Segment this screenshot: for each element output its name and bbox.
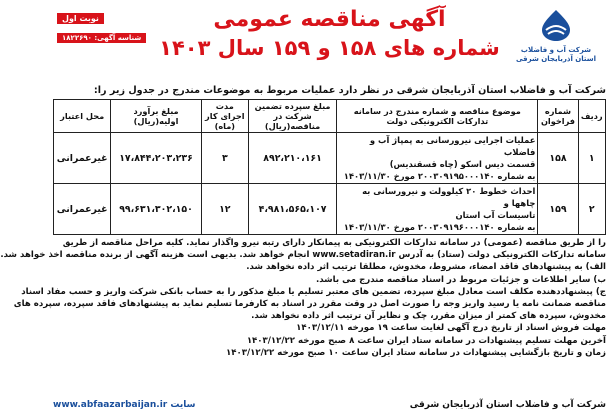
cell-duration: ۳ [201,133,248,184]
cell-row: ۱ [578,133,605,184]
body-line: الف) به پیشنهادهای فاقد امضاء، مشروط، مخدوش، مطلقا ترتیب اثر داده نخواهد شد. [246,262,606,273]
footer-company: شرکت آب و فاضلاب استان آذربایجان شرقی [409,400,606,410]
cell-funding: غیرعمرانی [54,184,111,235]
notice-subtitle: شماره های ۱۵۸ و ۱۵۹ سال ۱۴۰۳ [159,36,500,60]
tender-table [53,99,606,235]
logo-line-1: شرکت آب و فاضلاب [520,46,592,54]
body-line: زمان و تاریخ بازگشایی پیشنهادات در سامانه ستاد ایران ساعت ۱۰ صبح مورخه ۱۴۰۳/۱۲/۲۲ [226,347,606,358]
notice-header [53,4,606,82]
intro-text: شرکت آب و فاضلاب استان آذربایجان شرقی در نظر دارد عملیات مربوط به موضوعات مندرج در جدول زیر را: [93,85,606,96]
notice-body [0,237,606,359]
table-header-row [54,100,606,133]
col-call-no: شماره فراخوان [538,100,578,133]
table-row [54,184,606,235]
notice-title: آگهی مناقصه عمومی [213,7,446,32]
cell-call-no: ۱۵۹ [538,184,578,235]
cell-guarantee: ۴،۹۸۱،۵۶۵،۱۰۷ [248,184,336,235]
cell-duration: ۱۲ [201,184,248,235]
table-row [54,133,606,184]
subject-line: قسمت دیس اسکو (چاه قسقندیس) [389,159,536,169]
notice-stamp [57,6,149,44]
subject-line: عملیات اجرایی نیرورسانی به پمپاژ آب و فاضلاب [369,135,536,157]
subject-line: به شماره ۲۰۰۳۰۹۱۹۵۰۰۰۱۴۰ مورخ ۱۴۰۳/۱۱/۳۰ [343,171,536,181]
cell-estimate: ۹۹،۶۳۱،۳۰۲،۱۵۰ [111,184,201,235]
footer-website[interactable] [53,400,196,410]
logo-line-2: استان آذربایجان شرقی [515,55,597,63]
cell-estimate: ۱۷،۸۴۴،۲۰۳،۲۳۶ [111,133,201,184]
body-line: ج) پیشنهاددهنده مکلف است معادل مبلغ سپرده، تضمین های معتبر تسلیم یا مبلغ مذکور را به حساب بانکی شرکت واریز و حسب مفاد اسناد [21,286,606,297]
body-line: مهلت فروش اسناد از تاریخ درج آگهی لغایت ساعت ۱۹ مورخه ۱۴۰۳/۱۲/۱۱ [296,323,606,334]
notice-footer [53,400,606,414]
col-funding: محل اعتبار [54,100,111,133]
col-row: ردیف [578,100,605,133]
round-badge: نوبت اول [57,13,104,24]
col-guarantee: مبلغ سپرده تضمین شرکت در مناقصه(ریال) [248,100,336,133]
cell-guarantee: ۸۹۲،۲۱۰،۱۶۱ [248,133,336,184]
cell-row: ۲ [578,184,605,235]
subject-line: به شماره ۲۰۰۳۰۹۱۹۶۰۰۰۱۴۰ مورخ ۱۴۰۳/۱۱/۳۰ [343,222,536,232]
body-line: را از طریق مناقصه (عمومی) در سامانه تدارکات الکترونیکی به پیمانکار دارای رتبه نیرو واگذار نماید. کلیه مراحل مناقصه از طریق [62,238,606,248]
cell-call-no: ۱۵۸ [538,133,578,184]
body-line: سامانه تدارکات الکترونیکی دولت (ستاد) به آدرس www.setadiran.ir انجام خواهد شد. بدیهی است هزینه آگهی از برنده مناقصه اخذ خواهد شد. [0,250,606,261]
col-duration: مدت اجرای کار (ماه) [201,100,248,133]
footer-site-label: سایت [170,400,196,410]
cell-funding: غیرعمرانی [54,133,111,184]
notice-id-badge: شناسه آگهی: ۱۸۲۲۶۹۰ [57,33,146,43]
subject-line: تاسیسات آب استان [455,210,536,220]
body-line: آخرین مهلت تسلیم پیشنهادات در سامانه ستاد ایران ساعت ۸ صبح مورخه ۱۴۰۳/۱۲/۲۲ [246,335,606,346]
body-line: مخدوش، سپرده های کمتر از میزان مقرر، چک و نظایر آن ترتیب اثر داده نخواهد شد. [251,311,606,322]
col-subject: موضوع مناقصه و شماره مندرج در سامانه تدارکات الکترونیکی دولت [337,100,538,133]
subject-line: احداث خطوط ۲۰ کیلوولت و نیرورسانی به چاهها و [362,186,536,208]
cell-subject [337,184,538,235]
footer-website-url[interactable]: www.abfaazarbaijan.ir [53,400,168,410]
body-line: مناقصه ضمانت نامه یا رسید واریز وجه را صورت اصل در وقت مقرر در اسناد به کارفرما تسلیم نماید به پیشنهادهای فاقد سپرده، سپرده های [13,299,606,310]
col-estimate: مبلغ برآورد اولیه(ریال) [111,100,201,133]
body-line: ب) سایر اطلاعات و جزئیات مربوط در اسناد مناقصه مندرج می باشد. [315,274,606,285]
cell-subject [337,133,538,184]
